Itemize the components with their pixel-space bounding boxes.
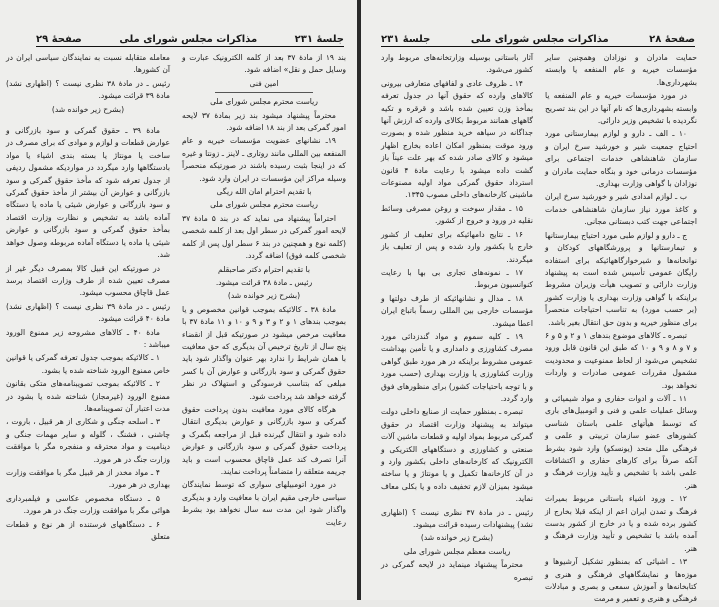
list-item: ۱۹ ـ کلیه سموم و مواد گندزدائی مورد مصرف کشاورزی و دامداری و یا تأمین بهداشت عمومی مشروط براینکه در هر مورد طبق گواهی وزارت کشاورزی یا وزارت بهداری (حسب مورد و با توجه باحتیاجات کشور) برای منظورهای فوق وارد گردد. <box>381 331 533 403</box>
column-right <box>182 52 346 544</box>
note: تبصره ـ بمنظور حمایت از صنایع داخلی دولت میتواند به پیشنهاد وزارت اقتصاد در حقوق گمرکی مربوط بمواد اولیه و قطعات ماشین آلات صنعتی و کشاورزی و دستگاههای الکتریکی و الکترونیک که کارخانه‌های داخلی بکشور وارد و در آن کارخانه‌ها تکمیل و یا مونتاژ و یا ساخته میشود بمیزان لازم تخفیف داده و یا بکلی معاف نماید. <box>381 407 533 504</box>
paragraph: در صورتیکه این قبیل کالا بمصرف دیگر غیر از مصرف تعیین شده از طرف وزارت اقتصاد برسد عمل قاچاق محسوب میشود. <box>6 263 170 298</box>
column-left <box>381 52 533 607</box>
text-columns <box>6 52 346 544</box>
paragraph: آثار باستانی بوسیله وزارتخانه‌های مربوط وارد کشور می‌شود. <box>381 53 533 75</box>
running-title: مذاکرات مجلس شورای ملی <box>119 34 258 45</box>
reading-note: (بشرح زیر خوانده شد) <box>51 104 125 114</box>
list-item: ۶ ـ دستگاههای فرستنده از هر نوع و قطعات متعلق <box>6 519 170 542</box>
paragraph: احتراماً پیشنهاد می نماید که در بند ۵ مادهٔ ۳۷ لایحه امور گمرکی در سطر اول بعد از کلمه شخصی (کلمه نوع و همچنین در بند ۶ سطر اول پس از کلمه شخصی کلمه فوق) اضافه گردد. <box>182 213 347 261</box>
list-item: ۱۲ ـ ورود اشیاء باستانی مربوط بمیراث فرهنگ و تمدن ایران اعم از اینکه قبلا بخارج از کشور برده شده و یا در خارج از کشور بدست آمده باشد با تشخیص و تأیید وزارت فرهنگ و هنر. <box>545 494 697 553</box>
list-item: ب ـ لوازم امدادی شیر و خورشید سرخ ایران و کاغذ مورد نیاز سازمان شاهنشاهی خدمات اجتماعی جهت کتب دبستانی مجانی. <box>545 192 697 227</box>
reading-note: (بشرح زیر خوانده شد) <box>227 291 301 301</box>
paragraph: حمایت مادران و نوزادان وهمچنین سایر مؤسسات خیریه و عام المنفعه یا وابسته بشهرداری‌ها. <box>545 53 697 87</box>
list-item: ۱۷ ـ نمونه‌های تجاری بی بها با رعایت کنوانسیون مربوط. <box>381 267 533 290</box>
list-item: ۳ ـ اسلحه جنگی و شکاری از هر قبیل ، باروت ، چاشنی ، فشنگ ، گلوله و سایر مهمات جنگی و دینامیت و مواد محترقه و منفجره مگر با موافقت وزارت جنگ در هر مورد. <box>6 417 170 464</box>
page-number: صفحهٔ ۲۸ <box>649 34 695 45</box>
paragraph: محترماً پیشنهاد میشود بند زیر بمادهٔ ۳۷ لایحه امور گمرکی بعد از بند ۱۸ اضافه شود. <box>182 110 346 133</box>
list-item: ۴ ـ مواد مخدر از هر قبیل مگر با موافقت وزارت بهداری در هر مورد. <box>6 468 170 490</box>
paragraph: محترماً پیشنهاد مینماید در لایحه گمرکی در تبصره <box>381 560 533 582</box>
reading-note: (بشرح زیر خوانده شد) <box>420 533 494 543</box>
speaker-line: رئیس ـ مادهٔ ۳۸ قرائت میشود. <box>215 277 313 287</box>
text-columns <box>381 52 697 607</box>
list-item: ج ـ دارو و لوازم طبی مورد احتیاج بیمارستانها و تیمارستانها و پرورشگاههای کودکان و نوانخانه‌ها و شیرخوارگاههائیکه برای استفاده رایگان عمومی تأسیس شده است به پیشنهاد وزارت دارائی و تصویب هیأت وزیران مشروط براینکه با گواهی وزارت بهداری یا وزارت کشور (بر حسب مورد) به تناسب احتیاجات منحصراً برای منظور خیریه و بدون حق انتقال بغیر باشد. <box>545 230 697 327</box>
list-item: ۱۶ ـ نتایج دامهائیکه برای تعلیف از کشور خارج یا بکشور وارد شده و پس از تعلیف باز میگردند. <box>381 229 533 264</box>
article-39: مادهٔ ۳۹ ـ حقوق گمرکی و سود بازرگانی و عوارض قطعات و لوازم و موادی که برای مصرف در ساخت یا مونتاژ یا بسته بندی اشیاء یا مواد بادستگاهها وارد میگردد در مواردیکه مشمول ردیفی از جدول تعرفه شود که مأخذ حقوق گمرکی و سود بازرگانی و عوارض آن بیشتر از مأخذ حقوق گمرکی و سود بازرگانی و عوارض شیئی یا ماده یا دستگاه آماده باشد به تشخیص و نظارت وزارت اقتصاد بمأخذ حقوق گمرکی و سود بازرگانی و عوارض شیئی یا ماده یا دستگاه آماده مربوطه وصول خواهد شد. <box>6 126 170 260</box>
speaker-line: رئیس ـ در مادهٔ ۳۷ نظری نیست ؟ (اظهاری نشد) پیشنهادات رسیده قرائت میشود. <box>381 507 533 530</box>
paragraph: هرگاه کالای مورد معافیت بدون پرداخت حقوق گمرکی و سود بازرگانی و عوارض بدیگری انتقال داده شود و انتقال گیرنده قبل از مراجعه بگمرک و پرداخت حقوق گمرکی و سود بازرگانی و عوارض آنرا تصرف کند عمل قاچاق محسوب است و باید جریمه متعلقه را متضامناً پرداخت نمایند. <box>182 404 346 476</box>
signature: با تقدیم احترام امان الله ریگی <box>216 187 312 197</box>
paragraph: در مورد مؤسسات خیریه و عام المنفعه یا وابسته بشهرداری‌ها که نام آنها در این بند تصریح نگردیده با تشخیص وزیر دارائی. <box>545 91 697 126</box>
salutation: ریاست محترم مجلس شورای ملی <box>210 200 318 210</box>
signature: امین فنی <box>249 78 279 88</box>
article-38: مادهٔ ۳۸ ـ کالائیکه بموجب قوانین مخصوص و یا بموجب بندهای ۱ و ۲ و ۳ و ۹ و ۱۰ و ۱۱ مادهٔ ۳۷ با معافیت مرخص میشود در صورتیکه قبل از انقضاء پنج سال از تاریخ ترخیص آن بدیگری که حق معافیت با همان شرایط را ندارد بهر عنوان واگذار شود باید حقوق گمرکی و سود بازرگانی و عوارض آن با کسر مبلغی که بتناسب فرسودگی و استهلاک در نظر گرفته خواهد شد پرداخت شود. <box>182 304 347 401</box>
column-left <box>6 52 170 544</box>
speaker-line: رئیس ـ در مادهٔ ۳۸ نظری نیست ؟ (اظهاری نشد) مادهٔ ۳۹ قرائت میشود. <box>6 78 170 101</box>
paragraph: معامله متقابله نسبت به نمایندگان سیاسی ایران در آن کشورها. <box>6 53 170 75</box>
list-item: ۱۵ ـ مقدار سوخت و روغن مصرفی وسائط نقلیه در ورود و خروج از کشور. <box>381 203 533 226</box>
list-item: ۱۸ ـ مدال و نشانهائیکه از طرف دولتها و مؤسسات خارجی بین المللی رسماً باتباع ایران اعطا میشود. <box>381 293 533 328</box>
list-item: ۱ ـ کالائیکه بموجب جدول تعرفه گمرکی یا قوانین خاص ممنوع الورود شناخته شده یا بشود. <box>6 353 170 375</box>
page-header <box>381 32 695 47</box>
session-number: جلسهٔ ۲۳۱ <box>381 34 431 45</box>
list-item: ۲ ـ کالائیکه بموجب تصویبنامه‌های متکی بقانون ممنوع الورود (غیرمجاز) شناخته شده یا بشود در مدت اعتبار آن تصویبنامه‌ها. <box>6 379 170 413</box>
note: تبصره ـ کالاهای موضوع بندهای ۱ و ۲ و ۵ و ۶ و ۷ و ۸ و ۹ و ۱۰ که طبق این قانون قابل ورود تشخیص می‌شود از لحاظ ممنوعیت و محدودیت مشمول مقررات عمومی صادرات و واردات نخواهد بود. <box>545 330 698 390</box>
salutation: ریاست محترم مجلس شورای ملی <box>210 97 318 107</box>
session-number: جلسهٔ ۲۳۱ <box>294 34 344 45</box>
list-item: ۱۱ ـ آلات و ادوات حفاری و مواد شیمیائی و وسائل عملیات علمی و فنی و اتومبیل‌های باری که توسط هیأتهای علمی باستان شناسی کشورهای عضو سازمان تربیتی و علمی و فرهنگی ملل متحد (یونسکو) وارد شود بشرط آنکه صرفاً برای کارهای حفاری و اکتشافات علمی باشد با تشخیص و تأیید وزارت فرهنگ و هنر. <box>545 393 697 490</box>
page-29 <box>0 0 358 600</box>
page-header <box>36 32 344 47</box>
article-40: مادهٔ ۴۰ ـ کالاهای مشروحه زیر ممنوع الورود میباشد : <box>6 327 170 349</box>
paragraph: بند ۱۹ از مادهٔ ۳۷ بعد از کلمه الکترونیک عبارت و وسایل حمل و نقل» اضافه شود. <box>182 53 346 75</box>
paragraph: در مورد اتومبیلهای سواری که توسط نمایندگان سیاسی خارجی مقیم ایران با معافیت وارد و بدیگری واگذار شود این مدت سه سال نخواهد بود بشرط رعایت <box>182 480 346 527</box>
paragraph: ۱۹ـ نشانهای عضویت مؤسسات خیریه و عام المنفعه بین المللی مانند روتاری ـ لاینز ـ زونتا و غیره که در اینجا بثبت رسیده باشند در صورتیکه منحصراً وسیله مراکز این مؤسسات در ایران وارد شود. <box>182 136 346 183</box>
list-item: ۵ ـ دستگاه مخصوص عکاسی و فیلمبرداری هوائی مگر با موافقت وزارت جنگ در هر مورد. <box>6 493 170 516</box>
running-title: مذاکرات مجلس شورای ملی <box>470 34 609 45</box>
column-right <box>545 52 697 607</box>
divider <box>215 92 313 93</box>
page-number: صفحهٔ ۲۹ <box>36 34 82 45</box>
speaker-line: رئیس ـ در مادهٔ ۳۹ نظری نیست ؟ (اظهاری نشد) مادهٔ ۴۰ قرائت میشود. <box>6 301 170 324</box>
page-28 <box>361 0 719 604</box>
list-item: ۱۴ ـ ظروف عادی و لفافهای متعارفی بیرونی کالاهای وارده که حقوق آنها در جدول تعرفه بمأخذ وزن تعیین شده باشد و قرقره و تکیه گاههای همانند مربوط بکالای وارده که ارزش آنها جداگانه در سیاهه خرید منظور شده و بصورت ورود موقت بمنظور امکان اعاده بخارج اظهار میشود و کالای صادر شده که بهر علت عیناً باز گشت داده میشود با رعایت مادهٔ ۴ قانون استرداد حقوق گمرکی مواد اولیه مصنوعات ماشینی کارخانه‌های داخلی مصوب ۱۳۴۵. <box>381 78 533 200</box>
list-item: ۱۳ ـ اشیائی که بمنظور تشکیل آرشیوها و موزه‌ها و نمایشگاههای فرهنگی و هنری و کتابخانه‌ها و آموزش سمعی و بصری و مبادلات فرهنگی و هنری و تعمیر و مرمت <box>545 557 697 604</box>
salutation: ریاست معظم مجلس شورای ملی <box>403 546 511 556</box>
list-item: ۱۰ ـ الف ـ دارو و لوازم بیمارستانی مورد احتیاج جمعیت شیر و خورشید سرخ ایران و سازمان شاهنشاهی خدمات اجتماعی برای مؤسسات درمانی خود و بنگاه حمایت مادران و نوزادان با گواهی وزارت بهداری. <box>545 129 697 189</box>
signature: با تقدیم احترام دکتر صاحبقلم <box>218 264 310 274</box>
